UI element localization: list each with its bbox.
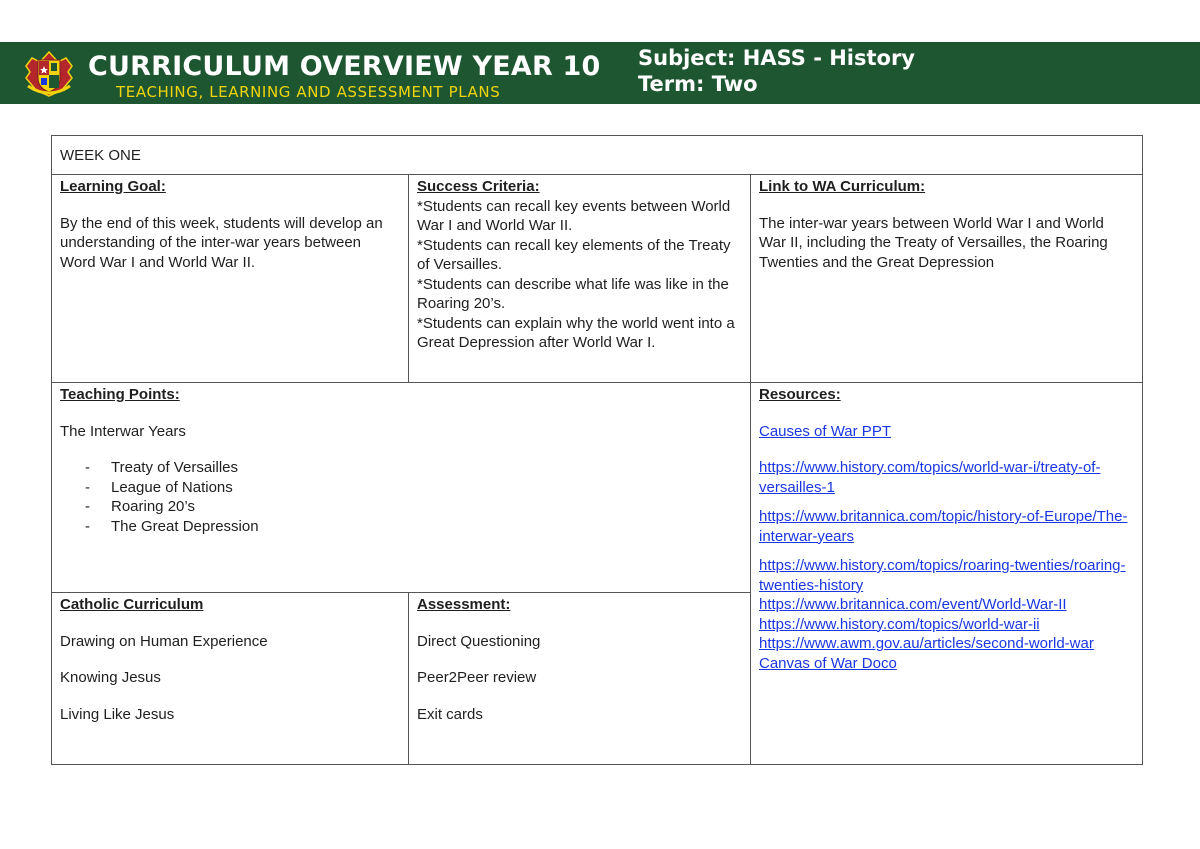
assessment-item: Exit cards <box>417 705 483 723</box>
resource-link-roaring-twenties[interactable]: https://www.history.com/topics/roaring-twenties/roaring-twenties-history <box>759 557 1126 594</box>
teaching-points-intro: The Interwar Years <box>60 422 186 440</box>
success-criterion: *Students can describe what life was like in the Roaring 20’s. <box>417 275 729 312</box>
success-criterion: *Students can recall key events between World War I and World War II. <box>417 197 731 234</box>
assessment-item: Direct Questioning <box>417 632 541 650</box>
header-banner <box>0 42 1200 104</box>
assessment-cell <box>408 592 751 765</box>
list-item: - The Great Depression <box>85 517 742 537</box>
teaching-points-list <box>60 458 742 536</box>
catholic-curriculum-item: Drawing on Human Experience <box>60 632 268 650</box>
catholic-curriculum-item: Knowing Jesus <box>60 669 161 686</box>
learning-goal-heading: Learning Goal: <box>60 178 166 195</box>
school-crest-logo <box>22 46 76 100</box>
catholic-curriculum-heading: Catholic Curriculum <box>60 596 204 613</box>
resources-heading: Resources: <box>759 386 841 403</box>
resource-link-causes-of-war[interactable]: Causes of War PPT <box>759 422 891 440</box>
teaching-points-heading: Teaching Points: <box>60 386 180 403</box>
resource-link-awm-ww2[interactable]: https://www.awm.gov.au/articles/second-world-war <box>759 635 1094 652</box>
wa-curriculum-heading: Link to WA Curriculum: <box>759 178 926 195</box>
resource-link-treaty-of-versailles[interactable]: https://www.history.com/topics/world-war-i/treaty-of-versailles-1 <box>759 459 1101 496</box>
catholic-curriculum-item: Living Like Jesus <box>60 705 175 723</box>
page-subtitle: TEACHING, LEARNING AND ASSESSMENT PLANS <box>116 83 501 101</box>
subject-label: Subject: HASS - History <box>638 46 915 70</box>
term-label: Term: Two <box>638 72 758 96</box>
learning-goal-cell <box>51 174 409 383</box>
success-criterion: *Students can explain why the world went into a Great Depression after World War I. <box>417 314 735 351</box>
resource-link-interwar-years[interactable]: https://www.britannica.com/topic/history-of-Europe/The-interwar-years <box>759 508 1128 545</box>
wa-curriculum-text: The inter-war years between World War I and World War II, including the Treaty of Versailles, the Roaring Twenties and the Great Depression <box>759 214 1108 271</box>
catholic-curriculum-cell <box>51 592 409 765</box>
list-item: - League of Nations <box>85 478 742 498</box>
teaching-points-cell <box>51 382 751 593</box>
resource-link-canvas-of-war[interactable]: Canvas of War Doco <box>759 654 897 672</box>
success-criterion: *Students can recall key elements of the Treaty of Versailles. <box>417 236 731 273</box>
assessment-heading: Assessment: <box>417 596 511 613</box>
assessment-item: Peer2Peer review <box>417 669 537 686</box>
resource-link-britannica-ww2[interactable]: https://www.britannica.com/event/World-War-II <box>759 596 1067 613</box>
curriculum-table <box>51 135 1143 765</box>
resource-link-history-ww2[interactable]: https://www.history.com/topics/world-war-ii <box>759 615 1040 633</box>
list-item: - Treaty of Versailles <box>85 458 742 478</box>
page-title: CURRICULUM OVERVIEW YEAR 10 <box>88 51 601 82</box>
wa-curriculum-cell <box>750 174 1143 383</box>
success-criteria-heading: Success Criteria: <box>417 178 540 195</box>
week-cell <box>51 135 1143 175</box>
learning-goal-text: By the end of this week, students will develop an understanding of the inter-war years between Word War I and World War II. <box>60 214 383 271</box>
success-criteria-cell <box>408 174 751 383</box>
list-item: - Roaring 20’s <box>85 497 742 517</box>
week-label: WEEK ONE <box>60 147 141 164</box>
resources-cell <box>750 382 1143 765</box>
